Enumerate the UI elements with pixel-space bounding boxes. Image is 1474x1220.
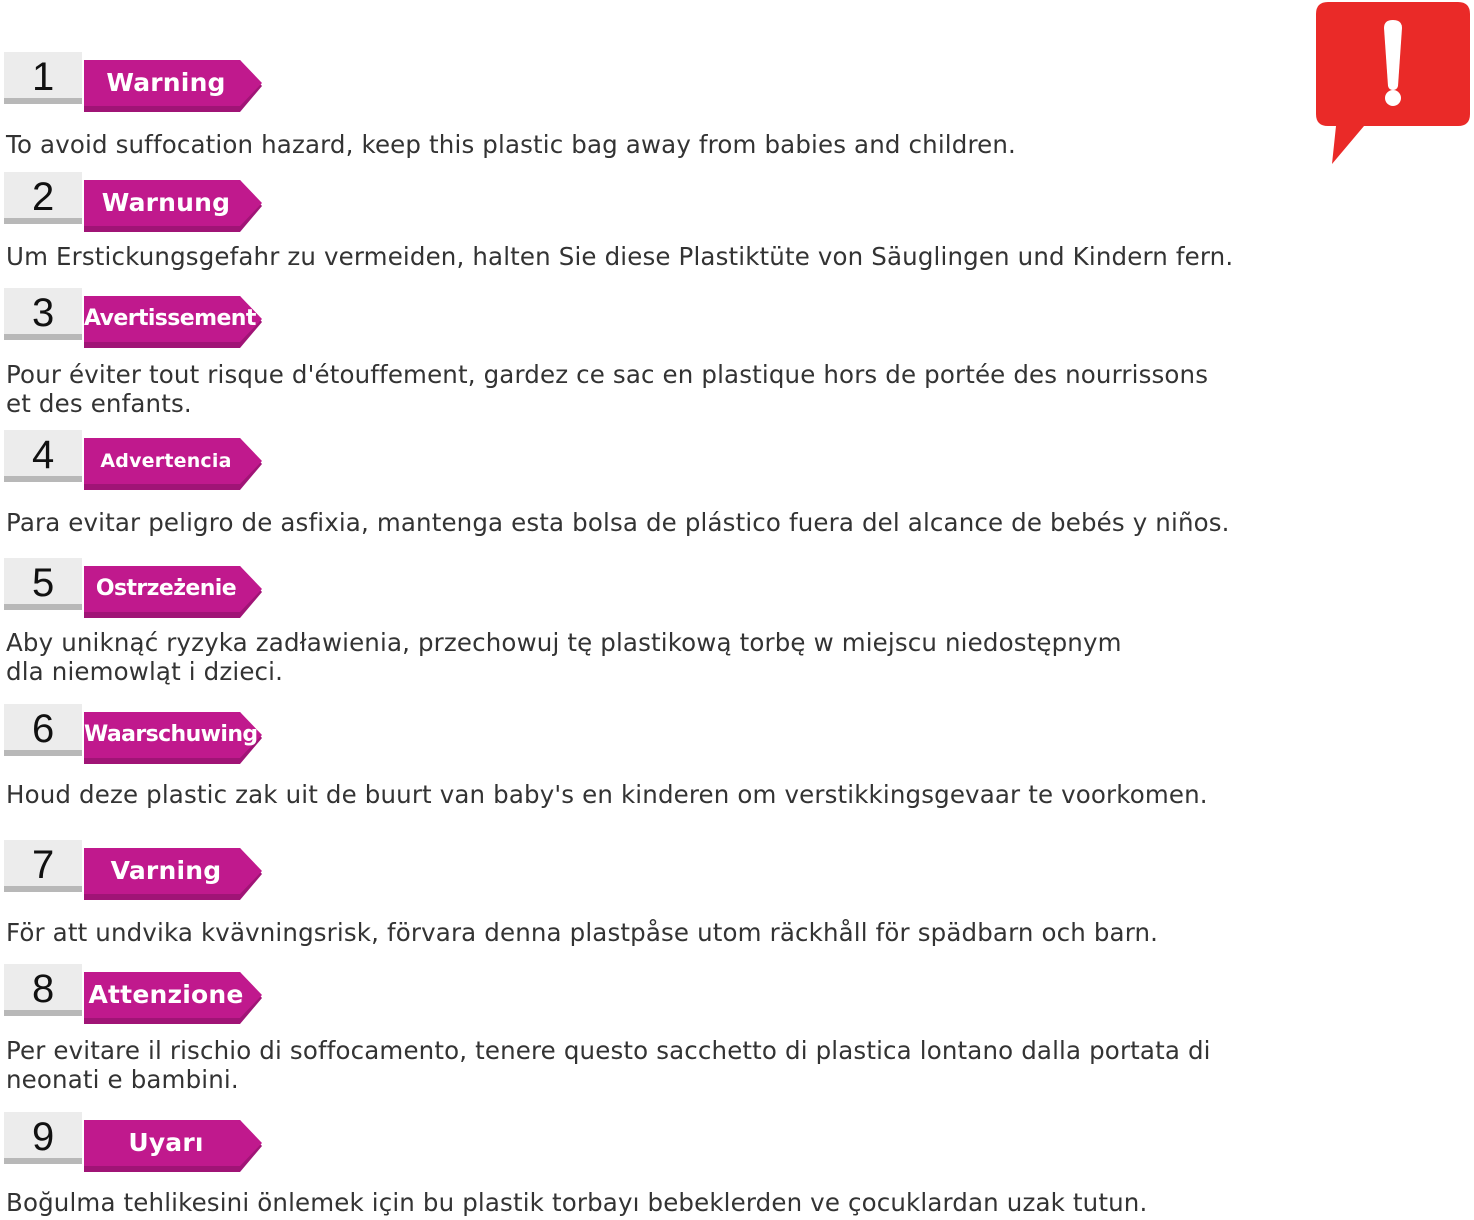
warning-tag	[84, 296, 262, 348]
warning-label-row	[0, 430, 1320, 492]
warning-label-row	[0, 964, 1320, 1026]
warning-label-row	[0, 52, 1320, 114]
number-box	[4, 840, 82, 892]
warning-text: To avoid suffocation hazard, keep this plastic bag away from babies and children.	[6, 130, 1016, 159]
number-box	[4, 1112, 82, 1164]
warning-entry-3	[0, 288, 1320, 418]
warning-number: 2	[32, 175, 55, 219]
warning-label: Attenzione	[88, 980, 244, 1009]
warning-text: För att undvika kvävningsrisk, förvara denna plastpåse utom räckhåll för spädbarn och barn.	[6, 918, 1159, 947]
warning-number: 6	[32, 707, 55, 751]
warning-entry-9	[0, 1112, 1320, 1217]
warning-entry-8	[0, 964, 1320, 1094]
warning-number: 5	[32, 561, 55, 605]
warning-number: 8	[32, 967, 55, 1011]
warning-label: Varning	[110, 856, 222, 885]
number-box	[4, 558, 82, 610]
warning-entry-7	[0, 840, 1320, 947]
warning-label-row	[0, 704, 1320, 766]
warning-label-row	[0, 288, 1320, 350]
warning-label: Advertencia	[100, 450, 232, 472]
warning-tag	[84, 180, 262, 232]
warning-text: Aby uniknąć ryzyka zadławienia, przechowuj tę plastikową torbę w miejscu niedostępnym dla niemowląt i dzieci.	[6, 628, 1122, 686]
warning-number: 9	[32, 1115, 55, 1159]
number-box	[4, 288, 82, 340]
warning-tag	[84, 1120, 262, 1172]
warning-entry-1	[0, 52, 1320, 159]
warning-entry-6	[0, 704, 1320, 809]
warning-text: Houd deze plastic zak uit de buurt van baby's en kinderen om verstikkingsgevaar te voorkomen.	[6, 780, 1208, 809]
warning-tag	[84, 566, 262, 618]
warning-label: Ostrzeżenie	[95, 576, 237, 601]
warning-label: Uyarı	[128, 1128, 204, 1157]
warning-tag	[84, 712, 262, 764]
warning-entry-2	[0, 172, 1320, 271]
warning-tag	[84, 972, 262, 1024]
exclamation-speech-bubble-icon	[1314, 0, 1472, 166]
warning-label: Warning	[106, 68, 226, 97]
warning-text: Pour éviter tout risque d'étouffement, gardez ce sac en plastique hors de portée des nourrissons et des enfants.	[6, 360, 1209, 418]
number-box	[4, 704, 82, 756]
number-box	[4, 964, 82, 1016]
warning-label-row	[0, 558, 1320, 620]
warning-label-row	[0, 1112, 1320, 1174]
warning-label-row	[0, 840, 1320, 902]
warning-number: 3	[32, 291, 55, 335]
warning-label: Warnung	[101, 188, 231, 217]
warning-number: 4	[32, 433, 55, 477]
warning-tag	[84, 438, 262, 490]
warning-label: Waarschuwing	[84, 722, 258, 747]
warning-number: 1	[32, 55, 55, 99]
warning-label: Avertissement	[84, 306, 256, 331]
warning-text: Um Erstickungsgefahr zu vermeiden, halten Sie diese Plastiktüte von Säuglingen und Kindern fern.	[6, 242, 1234, 271]
warning-tag	[84, 848, 262, 900]
warning-text: Para evitar peligro de asfixia, mantenga esta bolsa de plástico fuera del alcance de bebés y niños.	[6, 508, 1230, 537]
warning-number: 7	[32, 843, 55, 887]
number-box	[4, 52, 82, 104]
warning-tag	[84, 60, 262, 112]
warning-label-row	[0, 172, 1320, 234]
number-box	[4, 172, 82, 224]
number-box	[4, 430, 82, 482]
warning-text: Per evitare il rischio di soffocamento, tenere questo sacchetto di plastica lontano dalla portata di neonati e bambini.	[6, 1036, 1211, 1094]
warning-entry-4	[0, 430, 1320, 537]
warning-entry-5	[0, 558, 1320, 686]
warning-text: Boğulma tehlikesini önlemek için bu plastik torbayı bebeklerden ve çocuklardan uzak tutun.	[6, 1188, 1148, 1217]
